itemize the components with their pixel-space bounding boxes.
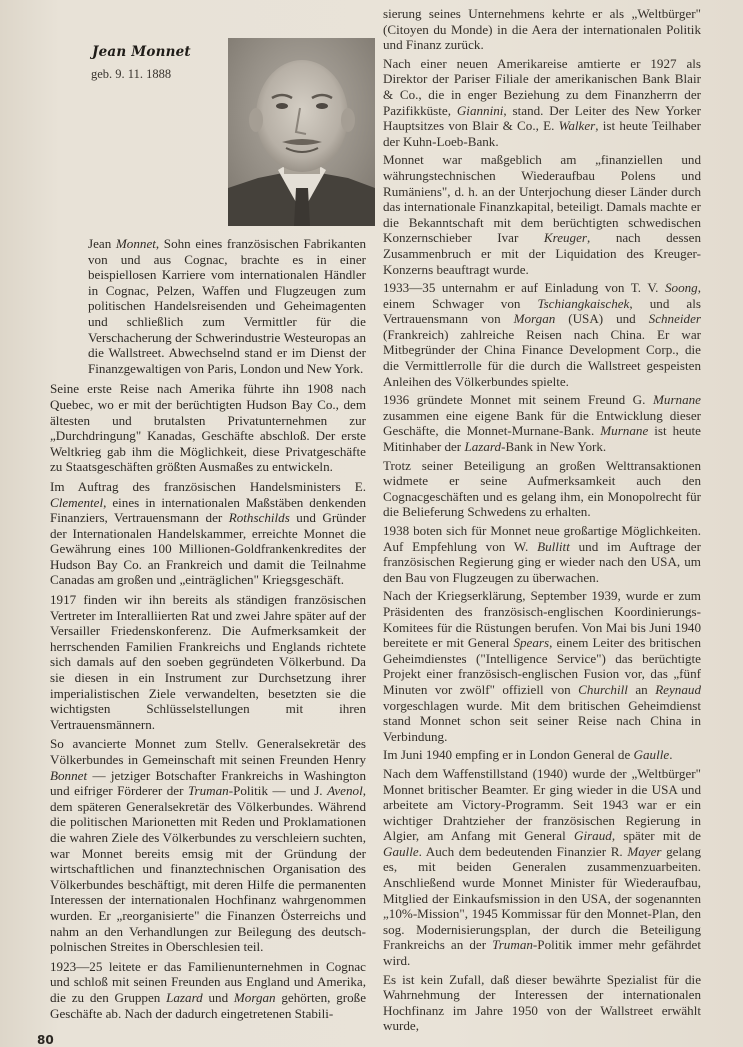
paragraph: Nach einer neuen Amerikareise amtierte er 1927 als Direktor der Pariser Filiale der amerikanischen Bank Blair & Co., die in enger Beziehung zu dem Finanzherrn der Pazifikküste, Giannini, stand. Der Leiter des New Yorker Hauptsitzes von Blair & Co., E. Walker, ist heute Teilhaber der Kuhn-Loeb-Bank.: [383, 55, 701, 149]
italic-name: Murnane: [652, 392, 701, 408]
right-column: [383, 6, 701, 1037]
italic-name: Bullitt: [537, 538, 570, 554]
italic-name: Rothschilds: [228, 510, 290, 526]
italic-name: Gaulle: [383, 843, 419, 859]
paragraph: 1933—35 unternahm er auf Einladung von T. V. Soong, einem Schwager von Tschiangkaischek, und als Vertrauensmann von Morgan (USA) und Schneider (Frankreich) zahlreiche Reisen nach China. Er war Mitbegründer der China Finance Development Corp., die die Vermittlerrolle für die durch die Wallstreet gespeisten Anleihen des Völkerbundes spielte.: [383, 280, 701, 389]
italic-name: Gaulle: [633, 747, 670, 763]
paragraph: Trotz seiner Beteiligung an großen Welttransaktionen widmete er seine Aufmerksamkeit auch den Cognacgeschäften und es gelang ihm, ein Monopolrecht für die Belieferung Schwedens zu erhalten.: [383, 457, 701, 520]
italic-name: Walker: [558, 118, 596, 134]
italic-name: Kreuger: [543, 230, 588, 246]
paragraph: Es ist kein Zufall, daß dieser bewährte Spezialist für die Wahrnehmung der Interessen der internationalen Hochfinanz im Jahre 1950 von der Wallstreet erwählt wurde,: [383, 971, 701, 1034]
italic-name: Morgan: [233, 989, 276, 1005]
page-number: 80: [37, 1033, 54, 1047]
italic-name: Bonnet: [50, 767, 88, 783]
person-name-heading: Jean Monnet: [92, 44, 191, 60]
left-column: [50, 236, 366, 1025]
italic-name: Lazard: [464, 439, 502, 455]
paragraph: Jean Monnet, Sohn eines französischen Fabrikanten von und aus Cognac, brachte es in einer beispiellosen Karriere vom internationalen Händler in Cognac, Pelzen, Waffen und Flugzeugen zum politischen Handelsreisenden und Geheimagenten und schließlich zum Vermittler für die Verschacherung der Schwerindustrie Westeuropas an die Wallstreet. Abwechselnd stand er im Dienst der Finanzgewaltigen von Paris, London und New York.: [88, 236, 366, 376]
italic-name: Murnane: [600, 423, 649, 439]
portrait-illustration: [228, 38, 375, 226]
italic-name: Monnet: [115, 236, 156, 251]
paragraph: 1917 finden wir ihn bereits als ständigen französischen Vertreter im Interalliierten Rat und zwei Jahre später auf der Versailler Friedenskonferenz. Die Aufmerksamkeit der herrschenden Familien Frankreichs und Englands richtete sich damals auf den soeben gegründeten Völkerbund. Da sie diesen in ein Instrument zur Durchsetzung ihrer imperialistischen Ziele verwandelten, besetzten sie die wichtigsten Schlüsselstellungen mit ihren Vertrauensmännern.: [50, 592, 366, 732]
italic-name: Avenol: [327, 783, 363, 799]
paragraph: Seine erste Reise nach Amerika führte ihn 1908 nach Quebec, wo er mit der berüchtigten Hudson Bay Co., dem ältesten und brutalsten Privatunternehmen zur „Durchdringung" Kanadas, Geschäfte abschloß. Der erste Weltkrieg gab ihm die Möglichkeit, diese Privatgeschäfte zu Staatsgeschäften größten Ausmaßes zu entwickeln.: [50, 381, 366, 475]
paragraph: 1938 boten sich für Monnet neue großartige Möglichkeiten. Auf Empfehlung von W. Bullitt und im Auftrage der französischen Regierung ging er wieder nach den USA, um den Bau von Flugzeugen zu überwachen.: [383, 523, 701, 585]
paragraph: 1923—25 leitete er das Familienunternehmen in Cognac und schloß mit seinen Freunden aus England und Amerika, die zu den Gruppen Lazard und Morgan gehörten, große Geschäfte ab. Nach der dadurch eingetretenen Stabili-: [50, 958, 367, 1021]
italic-name: Lazard: [166, 989, 203, 1005]
intro-indent-spacer: [50, 236, 88, 362]
paragraph: Nach dem Waffenstillstand (1940) wurde der „Weltbürger" Monnet britischer Beamter. Er ging wieder in die USA und arbeitete am Victory-Programm. Seit 1943 war er ein wichtiger Drahtzieher der französischen Regierung in Algier, am Anfang mit General Giraud, später mit de Gaulle. Auch dem bedeutenden Finanzier R. Mayer gelang es, mit beiden Generalen zusammenzuarbeiten. Anschließend wurde Monnet Minister für Wiederaufbau, Mitglied der Einkaufsmission in den USA, der sogenannten „10%-Mission", 1945 Kommissar für den Monnet-Plan, den sog. Modernisierungsplan, der durch die Beteiligung Frankreichs an der Truman-Politik immer mehr gefährdet wird.: [383, 765, 701, 969]
paragraph: sierung seines Unternehmens kehrte er als „Weltbürger" (Citoyen du Monde) in die Aera der internationalen Politik und Finanz zurück.: [383, 6, 701, 53]
paragraph: 1936 gründete Monnet mit seinem Freund G. Murnane zusammen eine eigene Bank für die Entwicklung dieser Geschäfte, die Monnet-Murnane-Bank. Murnane ist heute Mitinhaber der Lazard-Bank in New York.: [383, 392, 701, 455]
italic-name: Truman: [492, 937, 533, 953]
italic-name: Truman: [187, 783, 229, 799]
italic-name: Schneider: [648, 311, 701, 327]
italic-name: Churchill: [578, 681, 628, 697]
italic-name: Spears: [513, 635, 550, 651]
italic-name: Giannini: [456, 102, 504, 118]
paragraph: Monnet war maßgeblich am „finanziellen und währungstechnischen Wiederaufbau Polens und Rumäniens", d. h. an der Unterjochung dieser Länder durch das internationale Finanzkapital, beteiligt. Damals machte er die Bekanntschaft mit dem berüchtigten schwedischen Konzernschieber Ivar Kreuger, nach dessen Zusammenbruch er mit der Liquidation des Kreuger-Konzerns beauftragt wurde.: [383, 152, 701, 277]
paragraph: Im Juni 1940 empfing er in London General de Gaulle.: [383, 747, 673, 763]
italic-name: Soong: [664, 280, 698, 296]
paragraph: Im Auftrag des französischen Handelsministers E. Clementel, eines in internationalen Maßstäben denkenden Finanziers, Vertrauensmann der Rothschilds und Gründer der Internationalen Handelskammer, erreichte Monnet die Gewährung eines 100 Millionen-Goldfrankenkredites der Hudson Bay Co. an Frankreich und damit die Teilnahme Canadas am großen und „einträglichen" Kriegsgeschäft.: [50, 478, 366, 588]
paragraph: Nach der Kriegserklärung, September 1939, wurde er zum Präsidenten des französisch-englischen Koordinierungs-Komitees für die Rüstungen berufen. Von Mai bis Juni 1940 bereitete er mit General Spears, einem Leiter des britischen Geheimdienstes ("Intelligence Service") das berüchtigte Projekt einer französisch-englischen Fusion vor, das „fünf Minuten vor zwölf" offiziell von Churchill an Reynaud vorgeschlagen wurde. Mit dem britischen Geheimdienst stand Monnet schon seit seiner Reise nach China in Verbindung.: [383, 588, 701, 744]
birth-date: geb. 9. 11. 1888: [91, 67, 172, 81]
italic-name: Clementel: [50, 494, 104, 510]
italic-name: Morgan: [513, 311, 556, 327]
italic-name: Giraud: [573, 828, 612, 844]
portrait-photo: [228, 38, 375, 226]
italic-name: Mayer: [627, 843, 662, 859]
italic-name: Tschiangkaischek: [537, 295, 630, 311]
italic-name: Reynaud: [655, 681, 701, 697]
paragraph: So avancierte Monnet zum Stellv. Generalsekretär des Völkerbundes in Gemeinschaft mit seinen Freunden Henry Bonnet — jetziger Botschafter Frankreichs in Washington und eifriger Förderer der Truman-Politik — und J. Avenol, dem späteren Generalsekretär des Völkerbundes. Während die politischen Marionetten mit Reden und Proklamationen die wahren Ziele des Völkerbundes zu verschleiern suchten, war Monnet bereits emsig mit der Gründung der wirtschaftlichen und finanztechnischen Organisation des Völkerbundes beschäftigt, mit deren Hilfe die permanenten Interessen der internationalen Hochfinanz wahrgenommen wurden. Er „reorganisierte" die Finanzen Österreichs und nahm an den Verhandlungen zur Beilegung des deutsch-polnischen Streites in Oberschlesien teil.: [50, 736, 366, 955]
